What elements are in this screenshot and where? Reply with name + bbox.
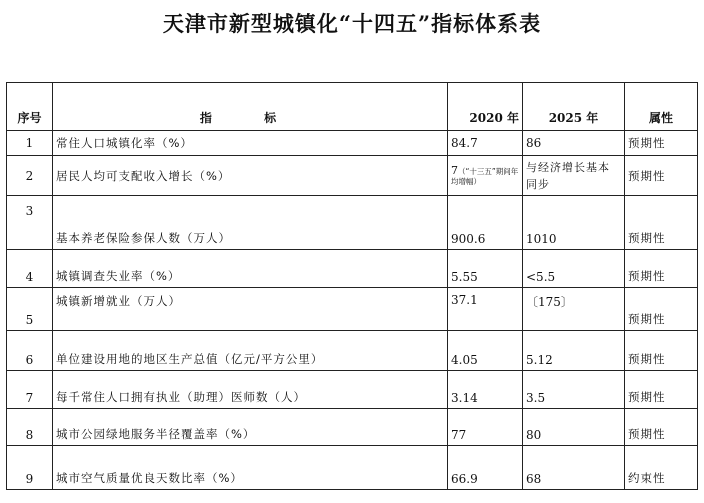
header-index: 序号: [7, 83, 53, 131]
table-row: [7, 131, 698, 156]
row-2020: 3.14: [448, 371, 523, 409]
row-index: 2: [7, 156, 53, 196]
row-2020: 5.55: [448, 250, 523, 288]
page-title: 天津市新型城镇化“十四五”指标体系表: [162, 11, 542, 36]
row-attribute: 预期性: [625, 196, 698, 250]
row-2025: 68: [523, 446, 625, 490]
row-2020-main: 7: [451, 163, 458, 177]
row-index: 1: [7, 131, 53, 156]
row-metric: 城市空气质量优良天数比率（%）: [53, 446, 448, 490]
row-metric: 城镇调查失业率（%）: [53, 250, 448, 288]
row-metric: 每千常住人口拥有执业（助理）医师数（人）: [53, 371, 448, 409]
table-row: [7, 371, 698, 409]
row-metric: 常住人口城镇化率（%）: [53, 131, 448, 156]
row-metric: 基本养老保险参保人数（万人）: [53, 196, 448, 250]
table-header-row: [7, 83, 698, 131]
table-row: [7, 156, 698, 196]
row-metric: 城市公园绿地服务半径覆盖率（%）: [53, 409, 448, 446]
table-row: [7, 331, 698, 371]
row-2020: 4.05: [448, 331, 523, 371]
row-2025: 〔175〕: [523, 288, 625, 331]
row-attribute: 预期性: [625, 156, 698, 196]
row-2020-note: （“十三五”期间年均增幅）: [451, 166, 519, 186]
row-2020: 900.6: [448, 196, 523, 250]
row-index: 3: [7, 196, 53, 250]
indicator-table: [6, 82, 698, 490]
row-metric: 城镇新增就业（万人）: [53, 288, 448, 331]
row-attribute: 预期性: [625, 131, 698, 156]
table-row: [7, 446, 698, 490]
row-attribute: 预期性: [625, 331, 698, 371]
row-index: 7: [7, 371, 53, 409]
row-2025: 3.5: [523, 371, 625, 409]
row-2020: [448, 156, 523, 196]
row-2020: 37.1: [448, 288, 523, 331]
row-2020: 77: [448, 409, 523, 446]
table-row: [7, 288, 698, 331]
row-attribute: 预期性: [625, 371, 698, 409]
row-2025: 与经济增长基本同步: [523, 156, 625, 196]
table-row: [7, 409, 698, 446]
row-2025: <5.5: [523, 250, 625, 288]
row-index: 8: [7, 409, 53, 446]
row-metric: 居民人均可支配收入增长（%）: [53, 156, 448, 196]
row-attribute: 预期性: [625, 288, 698, 331]
row-index: 4: [7, 250, 53, 288]
row-attribute: 预期性: [625, 250, 698, 288]
header-2020: 2020 年: [448, 83, 523, 131]
header-attribute: 属性: [625, 83, 698, 131]
header-metric: 指 标: [53, 83, 448, 131]
row-2025: 86: [523, 131, 625, 156]
row-2025: 1010: [523, 196, 625, 250]
row-attribute: 约束性: [625, 446, 698, 490]
row-metric: 单位建设用地的地区生产总值（亿元/平方公里）: [53, 331, 448, 371]
row-2025: 5.12: [523, 331, 625, 371]
row-2020: 84.7: [448, 131, 523, 156]
row-attribute: 预期性: [625, 409, 698, 446]
row-2025: 80: [523, 409, 625, 446]
table-row: [7, 250, 698, 288]
row-index: 9: [7, 446, 53, 490]
row-index: 6: [7, 331, 53, 371]
row-index: 5: [7, 288, 53, 331]
row-2020: 66.9: [448, 446, 523, 490]
table-row: [7, 196, 698, 250]
header-2025: 2025 年: [523, 83, 625, 131]
